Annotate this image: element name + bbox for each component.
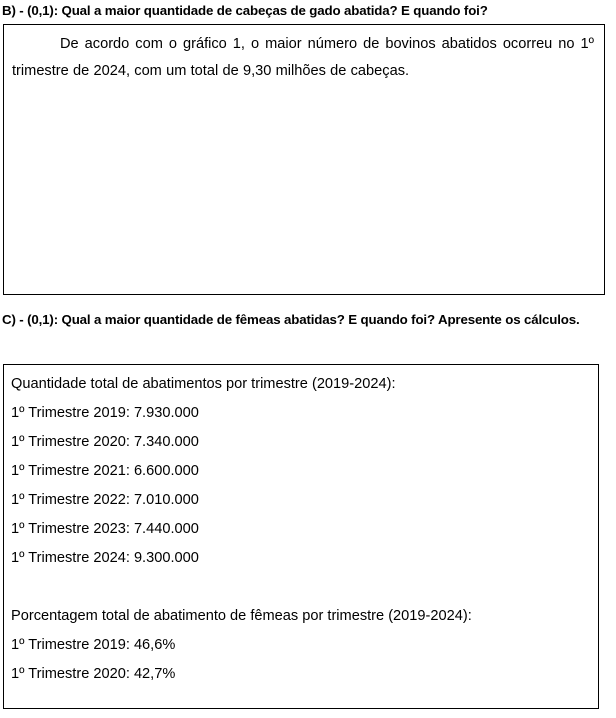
list-item: 1º Trimestre 2019: 46,6%	[11, 637, 176, 653]
list-item: 1º Trimestre 2020: 7.340.000	[11, 434, 199, 450]
blank-line	[11, 573, 588, 602]
percent-list-title: Porcentagem total de abatimento de fêmeas por trimestre (2019-2024):	[11, 608, 472, 624]
list-item: 1º Trimestre 2019: 7.930.000	[11, 405, 199, 421]
question-b-heading: B) - (0,1): Qual a maior quantidade de cabeças de gado abatida? E quando foi?	[2, 3, 488, 18]
answer-box-c[interactable]	[3, 364, 599, 709]
list-item: 1º Trimestre 2021: 6.600.000	[11, 463, 199, 479]
totals-list-title: Quantidade total de abatimentos por trimestre (2019-2024):	[11, 376, 396, 392]
question-c-heading: C) - (0,1): Qual a maior quantidade de fêmeas abatidas? E quando foi? Apresente os cálculos.	[2, 312, 580, 327]
list-item: 1º Trimestre 2024: 9.300.000	[11, 550, 199, 566]
list-item: 1º Trimestre 2022: 7.010.000	[11, 492, 199, 508]
answer-box-b[interactable]	[3, 24, 605, 295]
list-item: 1º Trimestre 2023: 7.440.000	[11, 521, 199, 537]
answer-b-text: De acordo com o gráfico 1, o maior número de bovinos abatidos ocorreu no 1º trimestre de 2024, com um total de 9,30 milhões de cabeças.	[12, 36, 594, 79]
list-item: 1º Trimestre 2020: 42,7%	[11, 666, 176, 682]
